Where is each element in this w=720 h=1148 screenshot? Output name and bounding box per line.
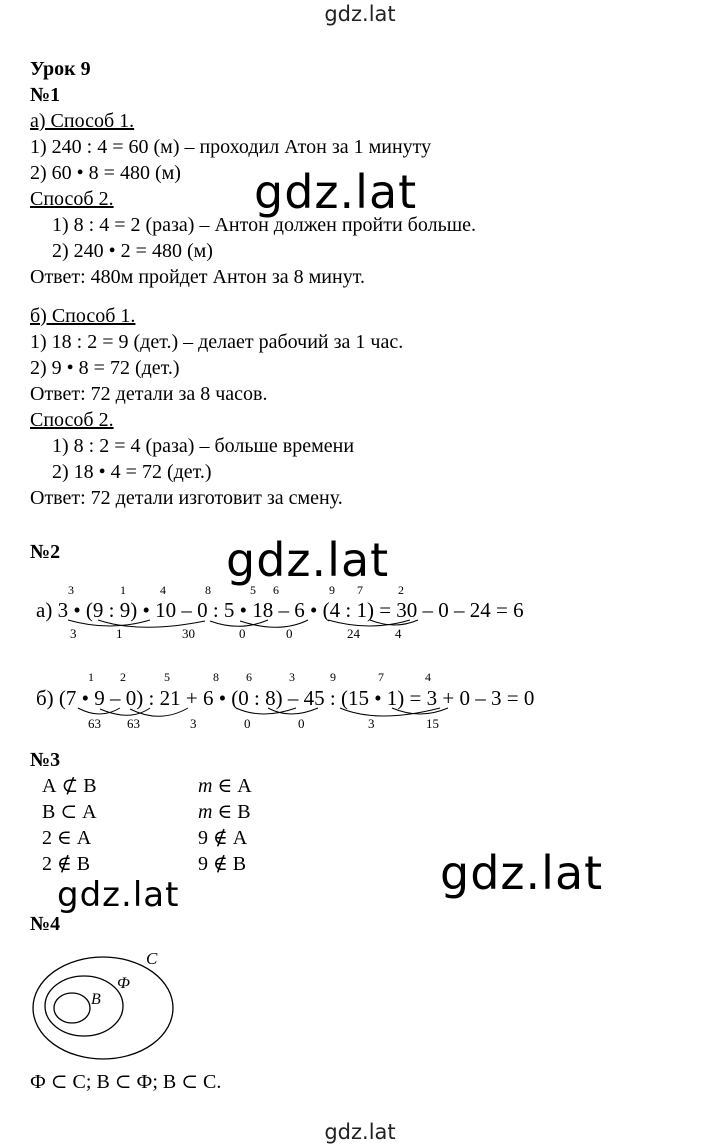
order-a-1: 3	[68, 583, 74, 597]
result-b-7: 15	[426, 716, 439, 731]
task1b-method1-title: б) Способ 1.	[30, 305, 136, 327]
task3-number: №3	[30, 749, 61, 771]
task1b-m1-step1: 1) 18 : 2 = 9 (дет.) – делает рабочий за 1 час.	[30, 331, 404, 353]
result-a-6: 24	[347, 626, 360, 641]
task3-right-1-var: m	[198, 775, 213, 797]
watermark-top: gdz.lat	[324, 2, 396, 26]
task4-conclusion: Ф ⊂ С; В ⊂ Ф; В ⊂ С.	[30, 1071, 222, 1093]
label-b: B	[91, 991, 101, 1008]
order-a-8: 7	[357, 583, 363, 597]
order-b-6: 3	[289, 670, 295, 684]
result-b-3: 3	[190, 716, 197, 731]
task3-right-1-rest: ∈ А	[212, 775, 252, 797]
order-b-3: 5	[164, 670, 170, 684]
order-b-8: 7	[378, 670, 384, 684]
order-a-2: 1	[120, 583, 126, 597]
set-phi-ellipse	[45, 976, 123, 1036]
order-a-7: 9	[329, 583, 335, 597]
task2-expression-b: б) (7 • 9 – 0) : 21 + 6 • (0 : 8) – 45 : (15 • 1) = 3 + 0 – 3 = 0	[36, 686, 535, 710]
watermark-2: gdz.lat	[226, 533, 390, 587]
task1-number: №1	[30, 84, 61, 106]
task1a-m2-step2: 2) 240 • 2 = 480 (м)	[52, 240, 213, 262]
result-b-6: 3	[368, 716, 375, 731]
task2-number: №2	[30, 541, 61, 563]
order-a-9: 2	[398, 583, 404, 597]
task1a-method1-title: а) Способ 1.	[30, 110, 135, 132]
order-b-9: 4	[425, 670, 431, 684]
lesson-title: Урок 9	[30, 58, 91, 80]
task2-expression-a: а) 3 • (9 : 9) • 10 – 0 : 5 • 18 – 6 • (4 : 1) = 30 – 0 – 24 = 6	[36, 598, 524, 622]
label-phi: Ф	[117, 975, 130, 992]
task1b-answer2: Ответ: 72 детали изготовит за смену.	[30, 487, 343, 509]
task1b-m2-step1: 1) 8 : 2 = 4 (раза) – больше времени	[52, 435, 355, 457]
task3-right-4-var: 9	[198, 853, 208, 875]
order-a-5: 5	[250, 583, 256, 597]
order-a-6: 6	[273, 583, 279, 597]
task1b-method2-title: Способ 2.	[30, 409, 114, 431]
result-a-3: 30	[182, 626, 195, 641]
task1b-m1-step2: 2) 9 • 8 = 72 (дет.)	[30, 357, 180, 379]
task1a-answer: Ответ: 480м пройдет Антон за 8 минут.	[30, 266, 365, 288]
result-b-5: 0	[298, 716, 305, 731]
task1b-answer1: Ответ: 72 детали за 8 часов.	[30, 383, 268, 405]
task1a-m2-step1: 1) 8 : 4 = 2 (раза) – Антон должен пройти больше.	[52, 214, 476, 236]
task3-left-4: 2 ∉ В	[42, 853, 91, 875]
result-a-7: 4	[395, 626, 402, 641]
watermark-1: gdz.lat	[254, 165, 418, 219]
order-b-2: 2	[120, 670, 126, 684]
watermark-3: gdz.lat	[440, 846, 604, 900]
task3-right-2-var: m	[198, 801, 213, 823]
order-b-5: 6	[246, 670, 252, 684]
task3-left-3: 2 ∈ А	[42, 827, 92, 849]
task3-right-3-rest: ∉ А	[208, 827, 248, 849]
order-a-4: 8	[205, 583, 211, 597]
task3-right-3-var: 9	[198, 827, 208, 849]
label-c: C	[146, 949, 158, 968]
task1a-m1-step1: 1) 240 : 4 = 60 (м) – проходил Атон за 1 минуту	[30, 136, 432, 158]
result-b-4: 0	[244, 716, 251, 731]
result-a-4: 0	[239, 626, 246, 641]
order-b-4: 8	[213, 670, 219, 684]
result-a-2: 1	[116, 626, 123, 641]
watermark-bottom: gdz.lat	[324, 1120, 396, 1144]
task1a-m1-step2: 2) 60 • 8 = 480 (м)	[30, 162, 181, 184]
result-b-1: 63	[88, 716, 101, 731]
task3-left-2: В ⊂ А	[42, 801, 97, 823]
task1a-method2-title: Способ 2.	[30, 188, 114, 210]
task3-left-1: А ⊄ В	[42, 775, 97, 797]
task4-number: №4	[30, 913, 61, 935]
order-a-3: 4	[160, 583, 166, 597]
task3-right-4-rest: ∉ В	[208, 853, 247, 875]
task1b-m2-step2: 2) 18 • 4 = 72 (дет.)	[52, 461, 212, 483]
task3-right-2-rest: ∈ В	[212, 801, 251, 823]
result-a-1: 3	[70, 626, 77, 641]
result-a-5: 0	[286, 626, 293, 641]
watermark-4: gdz.lat	[57, 875, 180, 915]
result-b-2: 63	[127, 716, 140, 731]
order-b-7: 9	[330, 670, 336, 684]
set-b-ellipse	[54, 993, 90, 1023]
order-b-1: 1	[88, 670, 94, 684]
